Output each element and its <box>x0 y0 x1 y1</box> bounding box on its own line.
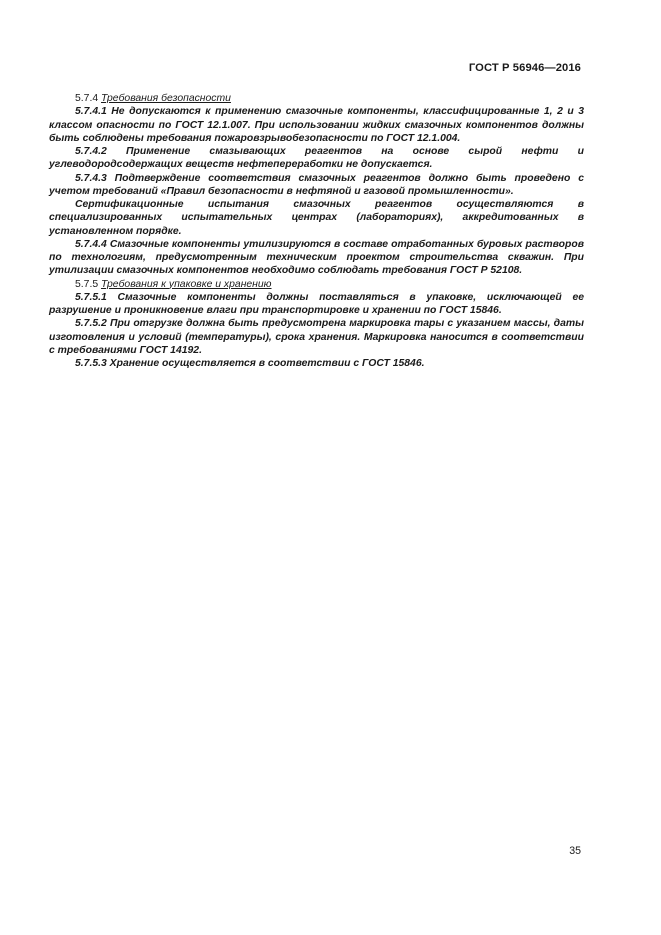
paragraph: 5.7.4.2 Применение смазывающих реагентов на основе сырой нефти и углеводородсодержащих веществ нефтепереработки не допускается. <box>49 146 584 171</box>
paragraph: 5.7.4.4 Смазочные компоненты утилизируются в составе отработанных буровых растворов по технологиям, предусмотренным техническим проектом строительства скважин. При утилизации смазочных компонентов необходимо соблюдать требования ГОСТ Р 52108. <box>49 238 584 277</box>
paragraph: 5.7.5.2 При отгрузке должна быть предусмотрена маркировка тары с указанием массы, даты изготовления и условий (температуры), срока хранения. Маркировка наносится в соответствии с требованиями ГОСТ 14192. <box>49 318 584 356</box>
section-heading-packaging <box>49 278 584 291</box>
paragraph: 5.7.5.1 Смазочные компоненты должны поставляться в упаковке, исключающей ее разрушение и проникновение влаги при транспортировке и хранении по ГОСТ 15846. <box>49 291 584 316</box>
paragraph: 5.7.4.3 Подтверждение соответствия смазочных реагентов должно быть проведено с учетом требований «Правил безопасности в нефтяной и газовой промышленности». <box>49 172 584 197</box>
paragraph: 5.7.5.3 Хранение осуществляется в соответствии с ГОСТ 15846. <box>75 358 425 369</box>
section-number: 5.7.5 <box>75 278 99 290</box>
paragraph: 5.7.4.1 Не допускаются к применению смазочные компоненты, классифицированные 1, 2 и 3 классом опасности по ГОСТ 12.1.007. При использовании жидких смазочных компонентов должны быть соблюдены требования пожаровзрывобезопасности по ГОСТ 12.1.004. <box>49 106 584 144</box>
section-number: 5.7.4 <box>75 93 99 104</box>
section-title: Требования к упаковке и хранению <box>101 278 272 290</box>
document-code: ГОСТ Р 56946—2016 <box>468 62 581 74</box>
document-body <box>49 92 584 370</box>
section-heading-safety <box>49 92 584 105</box>
page-number: 35 <box>569 845 581 857</box>
section-title: Требования безопасности <box>101 93 231 104</box>
paragraph: Сертификационные испытания смазочных реагентов осуществляются в специализированных испытательных центрах (лабораториях), аккредитованных в установленном порядке. <box>49 199 584 237</box>
